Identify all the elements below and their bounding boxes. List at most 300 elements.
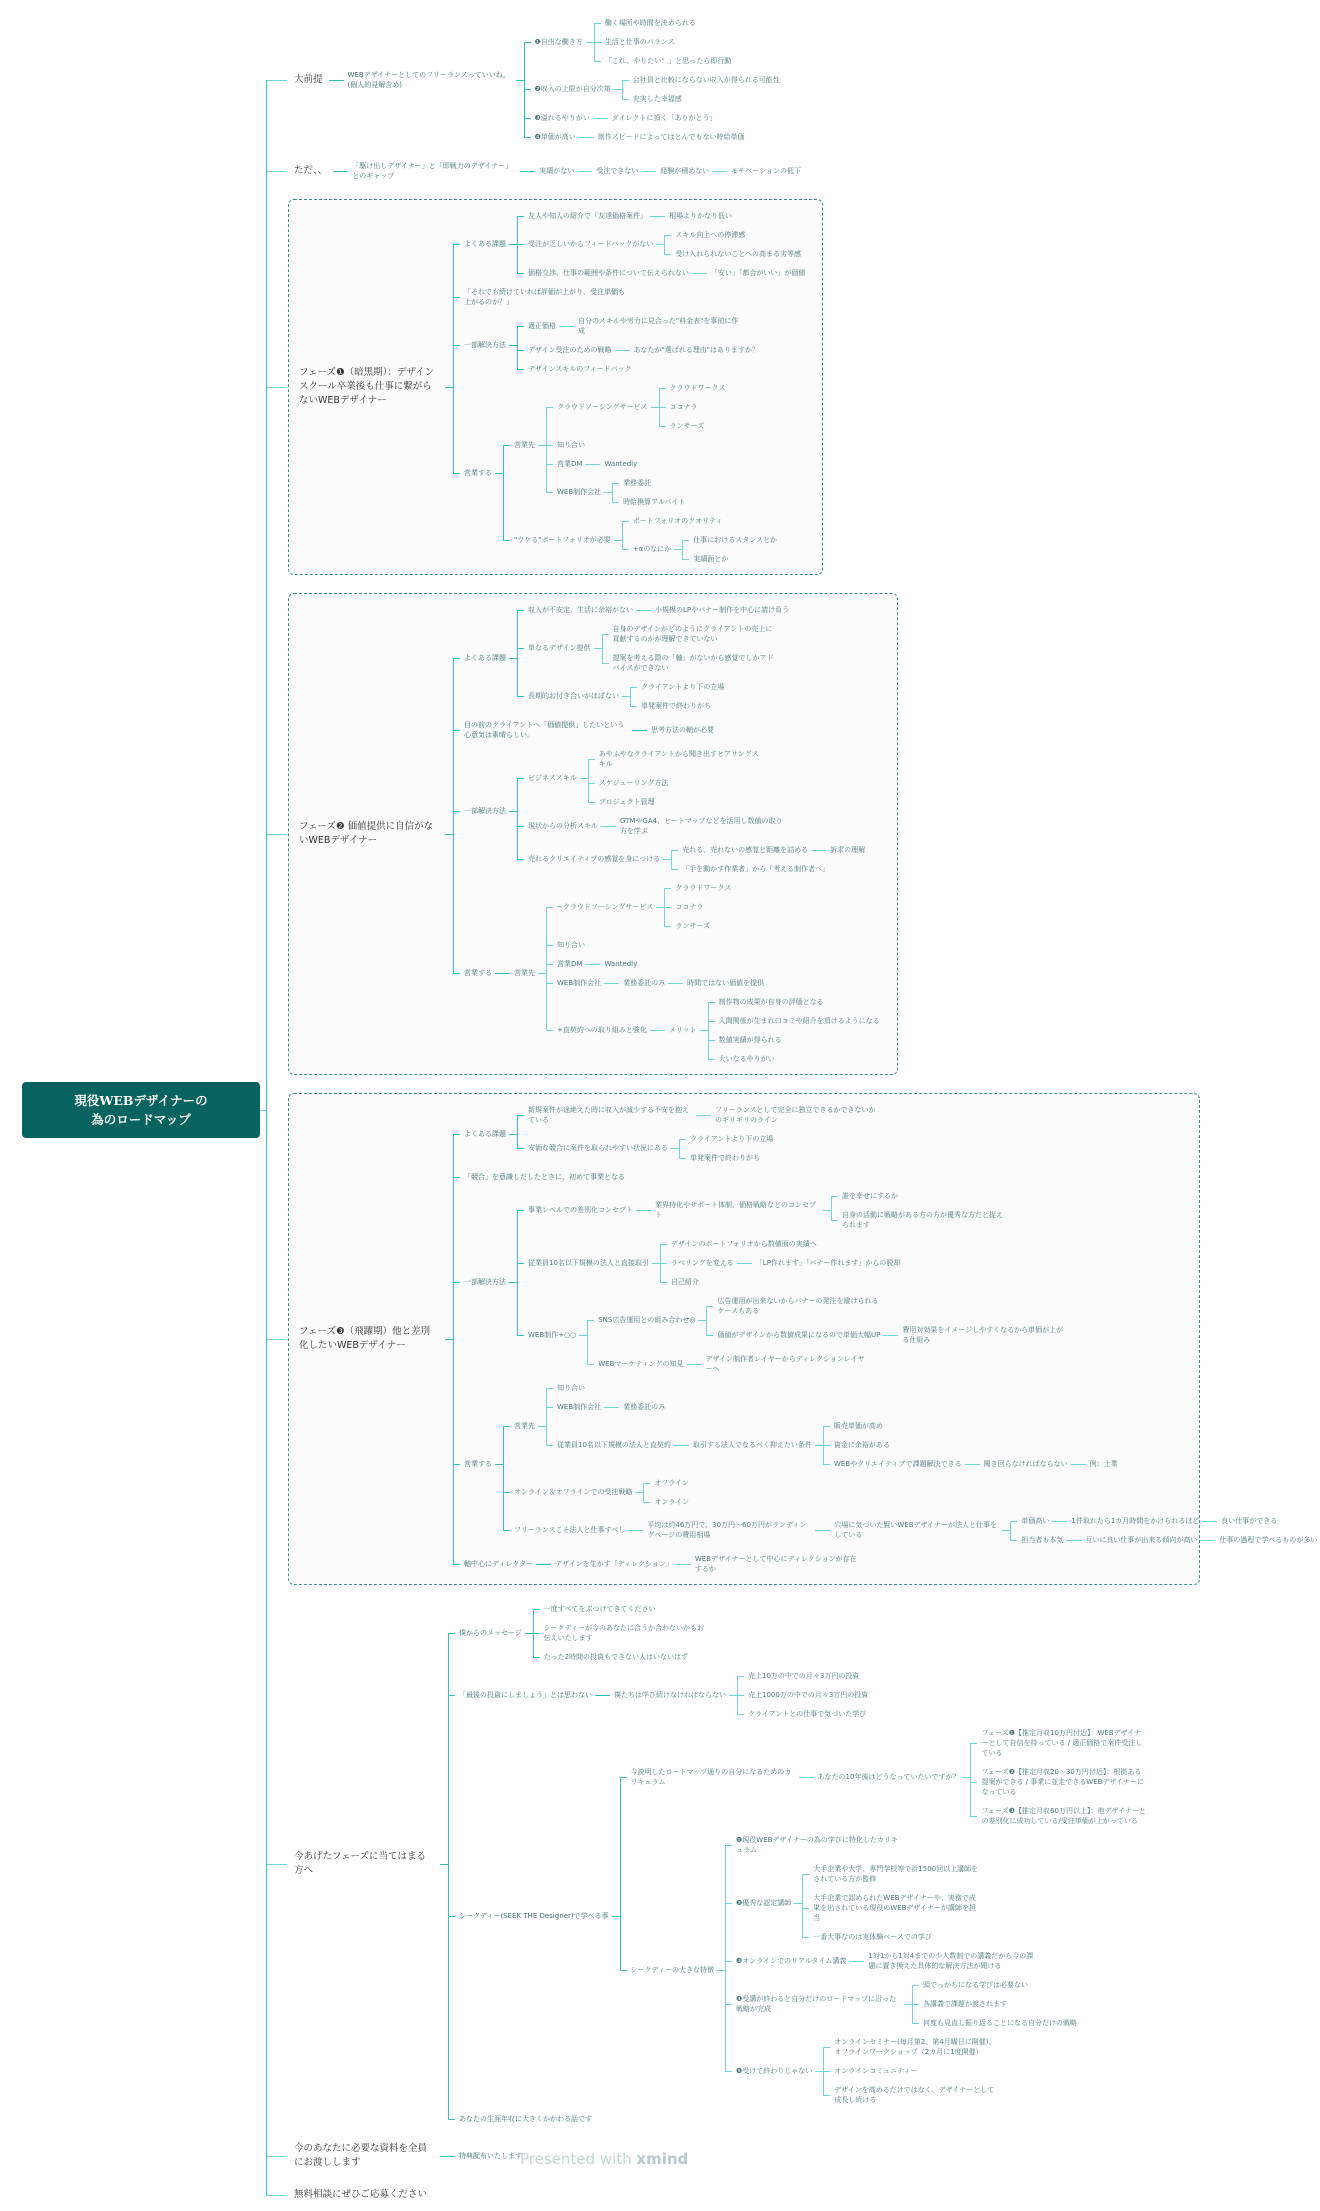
branch-children [614,70,783,108]
subtopic [667,416,708,435]
subtopic [349,156,804,185]
branch-children [687,1349,874,1378]
branch-children [737,1253,904,1272]
subtopic [554,378,728,435]
subtopic-label: あなたの10年後はどうなっていたいですか？ [817,1772,960,1781]
branch-children [538,1378,1121,1473]
branch-connector [524,70,783,108]
branch-connector [533,1599,712,1618]
subtopic-label: 営業する [464,969,492,977]
subtopic-label: シークディー(SEEK THE Designer)で学べる事 [459,1912,609,1920]
subtopic [620,1397,668,1416]
branch-connector [660,1234,904,1253]
main-topic-label: 大前提 [294,73,323,85]
subtopic-label: −クラウドソーシングサービス [557,902,654,911]
subtopic-label: スケジューリング方法 [598,778,669,787]
branch-connector [453,715,883,744]
branch-children [440,2147,525,2166]
subtopic [716,992,827,1011]
branch-connector [546,454,728,473]
subtopic [638,677,727,696]
branch-children [509,1186,1070,1378]
xmind-footer-link[interactable] [520,2150,688,2168]
subtopic [610,619,781,648]
branch-children [729,1666,871,1723]
subtopic [525,340,762,359]
subtopic-label: 現状からの分析スキル [528,821,598,830]
branch-children [579,127,748,146]
branch-connector [630,696,727,715]
branch-connector [546,992,883,1068]
branch-connector [546,954,883,973]
branch-children [799,1723,1150,1830]
subtopic [690,549,731,568]
subtopic [456,2109,595,2128]
branch-children [586,13,734,70]
subtopic [525,677,727,715]
branch-connector [644,1186,1010,1234]
branch-connector [706,1291,1070,1320]
subtopic [456,1723,1149,2109]
subtopic [666,206,735,225]
branch-connector [737,1666,871,1685]
subtopic [978,1801,1149,1830]
branch-children [1052,1511,1278,1530]
subtopic-label: クライアントとの仕事で気づいた学び [748,1709,867,1718]
subtopic-label: デザインのポートフォリオから数値面の実績へ [670,1239,817,1248]
subtopic [525,263,808,282]
subtopic [708,263,809,282]
branch-connector [737,1685,871,1704]
subtopic [595,1291,1070,1349]
subtopic [839,1205,1010,1234]
subtopic [920,1975,1031,1994]
subtopic [631,340,762,359]
branch-connector [587,1291,1070,1349]
branch-connector [603,1666,871,1723]
subtopic [630,511,726,530]
subtopic-label: 会社員と比較にならない収入が得られる可能性 [632,75,780,84]
branch-children [614,511,780,568]
subtopic-label: フェーズ❶【推定月収10万円付近】：WEBデザイナーとして自信を持っている / 適正価格で案件受注している [981,1728,1143,1757]
subtopic-label: GTMやGA4、ヒートマップなどを活用し数値の取り方を学ぶ [619,816,783,835]
subtopic-label: WEB制作会社 [557,978,602,987]
branch-connector [664,897,734,916]
subtopic-label: シークディーが今のあなたに合うか合わないかもお伝えいたします [543,1623,705,1642]
subtopic-label: 担当者も本気 [1021,1535,1064,1544]
branch-connector [517,225,808,263]
subtopic [651,1492,692,1511]
branch-connector [630,677,727,696]
branch-connector [453,1100,1185,1167]
branch-children [674,1416,1121,1473]
branch-connector [601,108,720,127]
subtopic [733,1859,981,1946]
subtopic-label: ❺受けて終わりじゃない [736,2066,813,2075]
branch-connector [622,511,780,530]
branch-connector [517,311,762,340]
branch-connector [682,549,780,568]
subtopic-label: 今説明したロードマップ通りの自分になるためのカリキュラム [630,1767,792,1786]
subtopic-label: 良い仕事ができる [1221,1516,1278,1525]
subtopic [554,454,640,473]
branch-connector [622,70,783,89]
subtopic [839,1186,901,1205]
branch-children [656,225,804,263]
main-topic-label: 今あげたフェーズに当てはまる方へ [294,1850,427,1876]
branch-connector [725,1946,1080,1975]
subtopic-label: 1件取れたら1カ月時間をかけられるほど [1071,1516,1200,1525]
branch-connector [831,1205,1010,1234]
subtopic [461,715,717,744]
subtopic-label: 制作スピードによってはとんでもない時給単価 [597,132,745,141]
branch-connector [823,2080,1002,2109]
branch-connector [700,263,809,282]
branch-connector [448,2109,1149,2128]
branch-connector [453,206,808,282]
branch-connector [660,1253,904,1272]
subtopic-label: 制作物の成果が自身の評価となる [718,997,824,1006]
branch-connector [737,1704,871,1723]
branch-connector [453,1549,1185,1578]
branch-children [604,473,688,511]
subtopic-label: 一度すべてをぶつけてきてください [543,1604,656,1613]
subtopic [554,1378,588,1397]
branch-children [579,1291,1070,1378]
subtopic [666,992,883,1068]
subtopic [525,206,735,225]
subtopic [525,1291,1070,1378]
branch-connector [524,127,783,146]
branch-connector [704,1100,883,1129]
branch-connector [807,1723,1150,1830]
branch-connector [664,244,804,263]
main-branch-connector [266,8,1200,151]
branch-connector [588,773,767,792]
branch-connector [891,1320,1070,1349]
branch-connector [970,1762,1149,1801]
phase-topic-frame [288,199,823,575]
subtopic-label: 単発案件で終わりがち [690,1153,760,1162]
subtopic [672,916,713,935]
branch-connector [546,1378,1121,1397]
footer-prefix: Presented with [520,2150,632,2168]
branch-connector [659,378,729,397]
subtopic [810,1859,981,1888]
subtopic-label: 大手企業で認められたWEBデザイナーや、実務で成果を出されている現役のWEBデザイナーが講師を担当 [813,1893,976,1922]
subtopic [602,51,734,70]
subtopic-label: 売上1000万の中での月々3万円の投資 [748,1690,869,1699]
subtopic [733,1830,904,1859]
subtopic-label: オンライン＆オフラインでの受注戦略 [514,1488,633,1496]
branch-children [700,992,883,1068]
branch-connector [453,1378,1318,1549]
subtopic [716,1011,883,1030]
branch-connector [664,878,734,897]
subtopic-label: 安価な競合に案件を取られやすい状況にある [528,1144,668,1152]
branch-children [622,677,727,715]
subtopic [1082,1530,1318,1549]
branch-connector [708,1049,883,1068]
subtopic-label: 業務委託のみ [623,978,666,987]
subtopic [525,1100,883,1129]
subtopic-label: フリーランスこそ法人と仕事すべし [514,1526,626,1534]
branch-children [585,454,640,473]
branch-connector [622,530,780,568]
subtopic-label: 聞き回らなければならない [983,1459,1068,1468]
branch-children [650,206,735,225]
subtopic-label: 一部解決方法 [464,340,506,349]
subtopic [668,1272,702,1291]
subtopic [525,225,804,263]
subtopic-label: 友人や知人の紹介で「友達価格案件」 [528,211,647,220]
subtopic-label: 穴場に気づいた賢いWEBデザイナーが法人と仕事をしている [834,1521,998,1539]
subtopic [733,1946,1036,1975]
subtopic-label: 何度も見直し振り返ることになる自分だけの戦略 [923,2018,1077,2027]
subtopic-label: 「安い」「都合がいい」が価値 [710,268,806,277]
subtopic [525,1129,776,1167]
subtopic-label: 一部解決方法 [464,1278,506,1286]
subtopic-label: 「競合」を意識しだしたときに、初めて事業となる [464,1172,625,1181]
branch-children [1200,1530,1318,1549]
branch-connector [912,2013,1080,2032]
subtopic [1218,1511,1278,1530]
branch-connector [1010,1511,1278,1530]
subtopic [690,530,780,549]
branch-children [333,156,804,185]
subtopic-label: 費用対効果をイメージしやすくなるから単価が上がる仕組み [902,1325,1064,1344]
branch-children [636,600,792,619]
branch-connector [453,744,883,878]
branch-children [329,13,783,146]
main-branches [260,8,1318,2211]
subtopic [1018,1530,1318,1549]
branch-connector [453,600,883,715]
subtopic-label: 特典配布いたします [459,2152,522,2160]
subtopic-label: 受け入れられないことへの高まる劣等感 [675,249,802,258]
subtopic [525,840,868,878]
branch-connector [745,1253,904,1272]
branch-children [692,263,809,282]
subtopic [672,244,804,263]
subtopic-label: 従業員10名以下規模の法人と直契約 [557,1440,671,1449]
branch-children [696,1100,883,1129]
branch-connector [823,1435,1121,1454]
branch-connector [517,263,808,282]
subtopic-label: 自己紹介 [670,1277,699,1286]
subtopic-label: オンライン [654,1497,690,1506]
branch-connector [725,1859,1080,1946]
branch-children [815,1511,1318,1549]
branch-connector [517,811,868,840]
subtopic [532,127,748,146]
subtopic [554,935,588,954]
subtopic-label: ポートフォリオのクオリティ [632,516,723,525]
phase-topic-frame [288,1093,1318,1585]
subtopic-label: クライアントより下の立場 [690,1134,774,1143]
subtopic-label: 知り合い [557,1383,585,1392]
subtopic [461,878,883,1068]
subtopic-label: 提案を考える際の「軸」がないから感覚でしかアドバイスができない [612,653,774,672]
subtopic [536,161,804,180]
subtopic-label: 事業レベルでの差別化コンセプト [528,1206,633,1214]
subtopic-label: WEBデザイナーとして中心にディレクションが存在するか [694,1554,857,1573]
branch-children [559,311,746,340]
branch-connector [533,1618,712,1647]
branch-connector [1208,1530,1318,1549]
subtopic [554,1397,668,1416]
subtopic [703,1349,874,1378]
branch-connector [649,161,804,180]
branch-children [1071,1454,1121,1473]
branch-connector [503,378,780,511]
subtopic-label: WEB制作会社 [557,488,602,496]
subtopic [554,954,640,973]
branch-connector [1079,1454,1121,1473]
subtopic [554,878,734,935]
subtopic-label: WEB制作会社 [557,1402,602,1411]
subtopic [525,744,767,811]
branch-connector [970,1801,1149,1830]
subtopic [687,1129,776,1148]
subtopic [657,161,804,180]
branch-connector [448,1666,1149,1723]
subtopic [541,1599,659,1618]
subtopic [620,973,767,992]
subtopic [620,473,654,492]
subtopic-label: フェーズ❸【推定月収60万円以上】：他デザイナーとの差別化に成功している/受注単価が上がっている [981,1806,1146,1825]
branch-connector [453,378,808,568]
subtopic-label: デザインを生かす「ディレクション」 [555,1559,673,1568]
subtopic [461,1167,628,1186]
subtopic [456,1599,712,1666]
branch-children [651,378,729,435]
subtopic [552,1549,863,1578]
branch-connector [567,311,746,340]
branch-connector [643,1492,692,1511]
branch-connector [341,156,804,185]
branch-connector [671,840,868,859]
subtopic [668,1253,904,1272]
subtopic [1087,1454,1121,1473]
branch-children [509,600,792,715]
branch-connector [823,1416,1121,1435]
subtopic-label: 「LP作れます」「バナー作れます」からの脱却 [755,1258,901,1267]
subtopic-label: 時間ではない価値を提供 [687,978,765,987]
subtopic-label: オンラインコミュニティー [834,2066,918,2075]
subtopic-label: フェーズ❷【推定月収20〜30万円付近】：根拠ある提案ができる / 事業に並走できるWEBデザイナーになっている [981,1767,1144,1796]
branch-children [509,744,868,878]
subtopic-label: 知り合い [557,940,585,949]
subtopic-label: 生活と仕事のバランス [604,37,675,46]
subtopic [831,2080,1002,2109]
branch-children [849,1946,1036,1975]
subtopic [611,1666,871,1723]
subtopic [511,1473,692,1511]
subtopic-label: 自身の活動に戦略がある方の方が優秀な方だと捉えられます [842,1210,1003,1229]
subtopic [601,954,640,973]
branch-connector [612,473,688,492]
subtopic [745,1704,869,1723]
branch-connector [602,619,781,648]
subtopic-label: 従業員10名以下規模の法人と直接取引 [528,1258,649,1267]
subtopic-label: ❶現役WEBデザイナーの為の学びに特化したカリキュラム [736,1835,898,1854]
subtopic-label: よくある課題 [464,1129,506,1138]
subtopic [541,1647,691,1666]
branch-children [509,311,762,378]
subtopic-label: 取引する法人でなるべく抑えたい条件 [692,1440,812,1449]
branch-connector [503,878,883,1068]
subtopic-label: 軸中心にディレクター [464,1559,534,1568]
branch-connector [912,1975,1080,1994]
branch-connector [612,492,688,511]
subtopic [714,1291,885,1320]
subtopic [679,859,832,878]
branch-connector [593,954,640,973]
branch-connector [671,859,868,878]
branch-children [525,1599,712,1666]
subtopic-label: "ウケる"ポートフォリオが必要 [514,535,611,544]
subtopic-label: 目の前のクライアントへ「価値提供」したいという心意気は素晴らしい。 [464,720,625,739]
subtopic-label: シークディーの大きな特徴 [630,1965,714,1974]
subtopic-label: 営業する [464,1459,492,1468]
branch-connector [593,454,640,473]
branch-connector [533,1647,712,1666]
subtopic-label: 受注が乏しいからフィードバックがない [528,240,654,248]
subtopic-label: 実績がない [539,166,575,175]
branch-connector [546,935,883,954]
subtopic-label: スキル向上への停滞感 [675,230,746,239]
branch-connector [802,1859,981,1888]
branch-children [676,1549,863,1578]
subtopic [525,311,746,340]
branch-children [495,1378,1318,1549]
subtopic [920,2013,1080,2032]
branch-connector [544,1549,863,1578]
branch-connector [517,1186,1070,1234]
subtopic [920,1994,1010,2013]
subtopic [672,897,706,916]
branch-connector [546,473,728,511]
subtopic [628,1830,1080,2109]
subtopic [511,1511,1318,1549]
subtopic [596,773,672,792]
main-topic-label: 無料相談にぜひご応募ください [294,2189,428,2200]
branch-connector [725,2032,1080,2109]
subtopic [827,840,868,859]
branch-children [650,992,883,1068]
subtopic-label: 長期的お付き合いがほぼない [528,692,619,700]
subtopic [981,1454,1121,1473]
branch-children [440,1599,1149,2128]
subtopic-label: 人間関係が生まれ口コミや紹介を頂けるようになる [718,1016,880,1025]
branch-connector [643,1473,692,1492]
subtopic-label: 売れる、売れないの感覚と距離を詰める [682,845,809,854]
subtopic [865,1946,1036,1975]
subtopic [831,1454,1121,1473]
branch-children [516,13,783,146]
subtopic [596,792,658,811]
subtopic-label: ❹受講が終わると自分だけのロードマップに沿った戦略が完成 [736,1994,896,2013]
branch-children [593,108,720,127]
subtopic [810,1927,935,1946]
subtopic [651,1473,692,1492]
branch-connector [612,1397,668,1416]
subtopic-label: 業界特化やサポート体制、価格戦略などのコンセプト [655,1201,816,1219]
subtopic-label: 小規模のLPやバナー制作を中心に請け負う [655,605,790,614]
subtopic-label: WEB制作+○○ [528,1330,577,1339]
branch-connector [676,973,767,992]
